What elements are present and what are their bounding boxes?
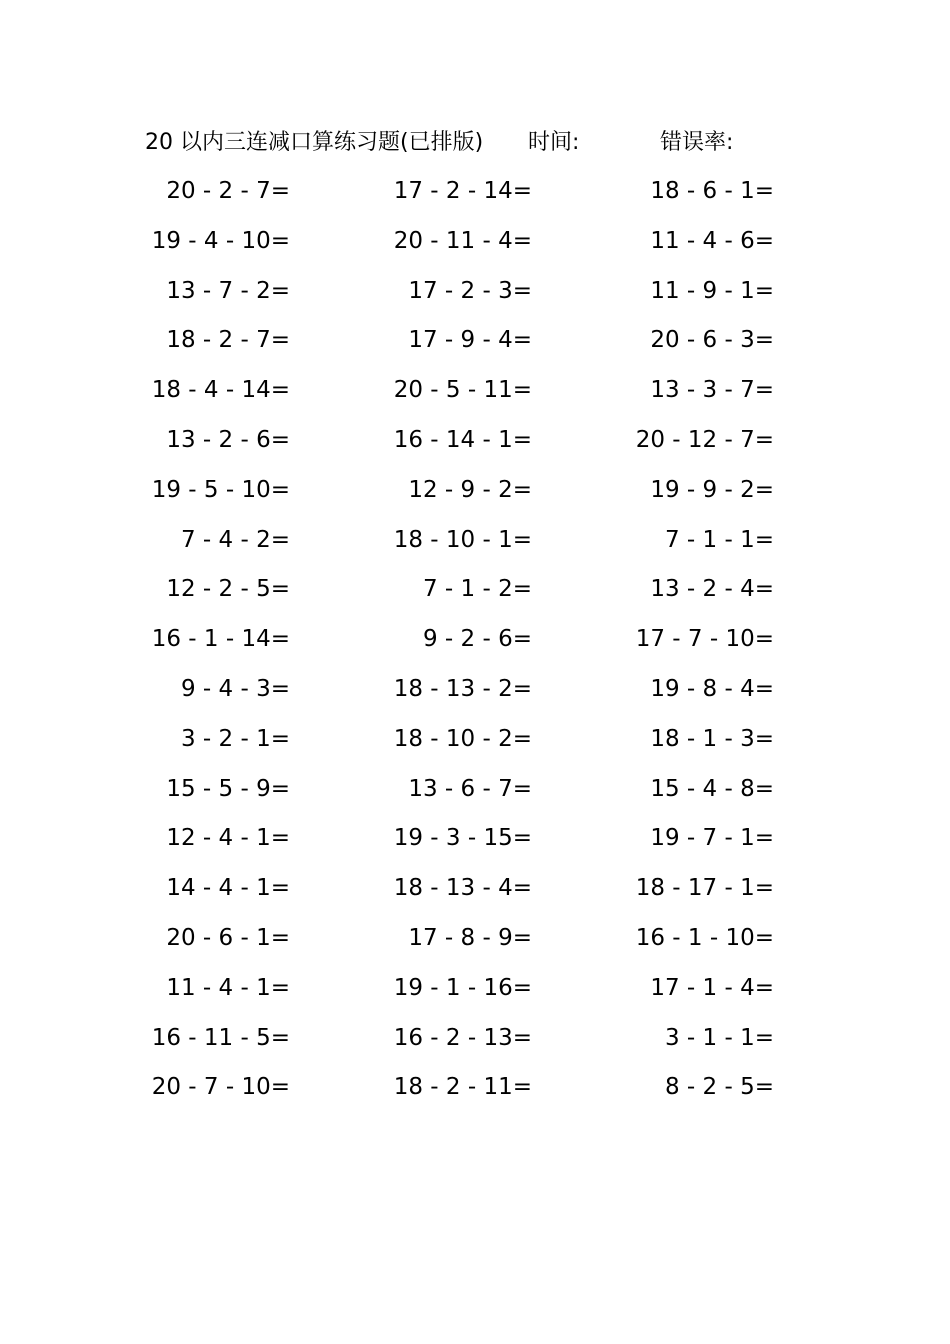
time-label: 时间: [528, 130, 580, 155]
problem: 17 - 8 - 9= [408, 924, 532, 951]
problem: 12 - 4 - 1= [166, 825, 290, 852]
problem-column-2 [292, 175, 532, 1121]
problem: 18 - 10 - 1= [393, 526, 532, 553]
problem: 18 - 17 - 1= [635, 875, 774, 902]
problem: 7 - 1 - 2= [422, 576, 532, 603]
problem: 18 - 13 - 2= [393, 675, 532, 702]
problem: 7 - 1 - 1= [664, 526, 774, 553]
problem: 19 - 9 - 2= [650, 476, 774, 503]
problem: 19 - 8 - 4= [650, 675, 774, 702]
problem: 16 - 1 - 10= [635, 924, 774, 951]
problem: 16 - 11 - 5= [151, 1024, 290, 1051]
problem: 20 - 12 - 7= [635, 426, 774, 453]
problem: 13 - 6 - 7= [408, 775, 532, 802]
problem: 3 - 1 - 1= [664, 1024, 774, 1051]
problem: 17 - 2 - 14= [393, 178, 532, 204]
problem-column-3 [534, 175, 774, 1121]
problem: 20 - 2 - 7= [166, 178, 290, 204]
problem: 17 - 9 - 4= [408, 327, 532, 354]
problem: 13 - 2 - 6= [166, 426, 290, 453]
problem: 20 - 7 - 10= [151, 1074, 290, 1101]
problem: 11 - 9 - 1= [650, 277, 774, 304]
problem: 12 - 9 - 2= [408, 476, 532, 503]
problem: 8 - 2 - 5= [664, 1074, 774, 1101]
problem: 18 - 4 - 14= [151, 377, 290, 404]
error-rate-label: 错误率: [660, 130, 734, 155]
problem: 18 - 13 - 4= [393, 875, 532, 902]
problem: 20 - 11 - 4= [393, 227, 532, 254]
problem: 16 - 2 - 13= [393, 1024, 532, 1051]
problem: 19 - 3 - 15= [393, 825, 532, 852]
problem: 18 - 1 - 3= [650, 725, 774, 752]
problem: 13 - 7 - 2= [166, 277, 290, 304]
problem: 18 - 10 - 2= [393, 725, 532, 752]
problem: 19 - 7 - 1= [650, 825, 774, 852]
problem: 11 - 4 - 6= [650, 227, 774, 254]
problem: 16 - 14 - 1= [393, 426, 532, 453]
worksheet-header [145, 126, 805, 160]
problem: 19 - 4 - 10= [151, 227, 290, 254]
problem: 17 - 2 - 3= [408, 277, 532, 304]
problem: 7 - 4 - 2= [180, 526, 290, 553]
problem: 15 - 5 - 9= [166, 775, 290, 802]
problem: 20 - 5 - 11= [393, 377, 532, 404]
problem: 20 - 6 - 1= [166, 924, 290, 951]
problem: 17 - 1 - 4= [650, 974, 774, 1001]
problem: 20 - 6 - 3= [650, 327, 774, 354]
problem: 12 - 2 - 5= [166, 576, 290, 603]
problem: 11 - 4 - 1= [166, 974, 290, 1001]
problem: 3 - 2 - 1= [180, 725, 290, 752]
problem: 9 - 2 - 6= [422, 626, 532, 653]
problem-column-1 [50, 175, 290, 1121]
problem: 19 - 5 - 10= [151, 476, 290, 503]
problem: 13 - 3 - 7= [650, 377, 774, 404]
problem: 18 - 2 - 11= [393, 1074, 532, 1101]
problem: 9 - 4 - 3= [180, 675, 290, 702]
problem: 13 - 2 - 4= [650, 576, 774, 603]
problem: 16 - 1 - 14= [151, 626, 290, 653]
problem: 18 - 2 - 7= [166, 327, 290, 354]
problem: 14 - 4 - 1= [166, 875, 290, 902]
problem: 19 - 1 - 16= [393, 974, 532, 1001]
problem: 17 - 7 - 10= [635, 626, 774, 653]
worksheet-title: 20 以内三连减口算练习题(已排版) [145, 130, 484, 155]
problem: 18 - 6 - 1= [650, 178, 774, 204]
problem: 15 - 4 - 8= [650, 775, 774, 802]
